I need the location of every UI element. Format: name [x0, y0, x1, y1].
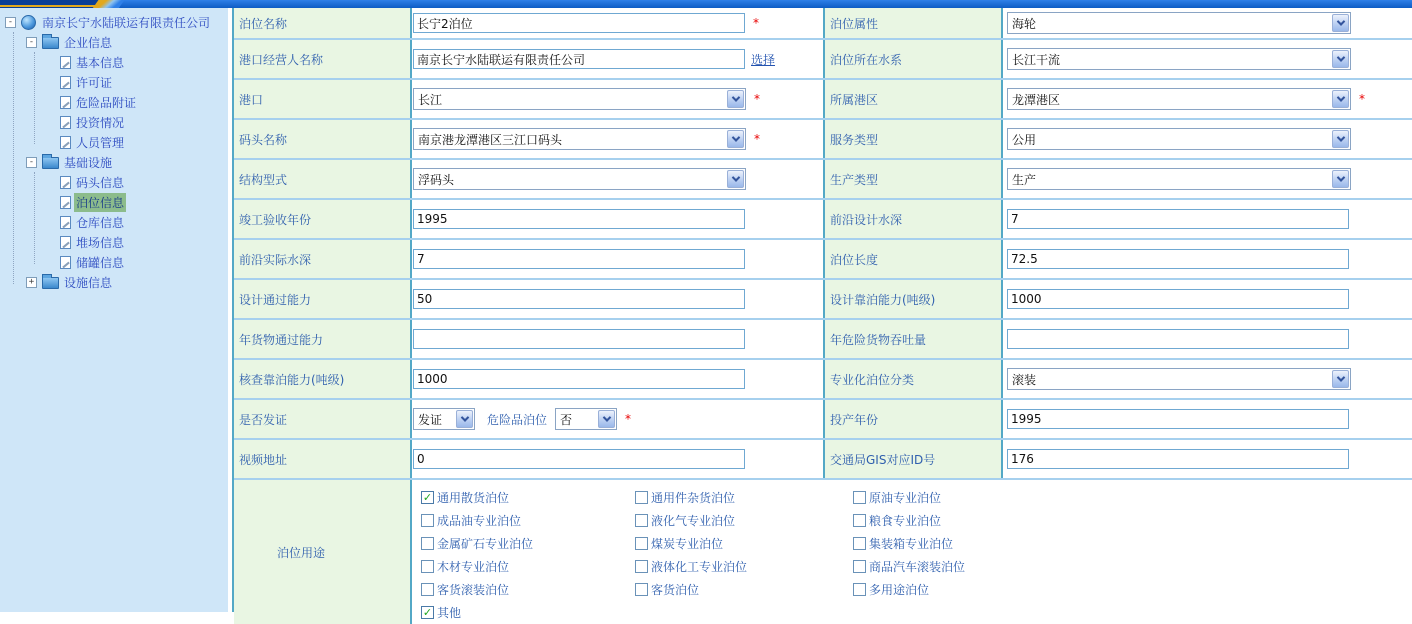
berth-usage-row: [234, 480, 1412, 620]
port-area-select[interactable]: 龙潭港区: [1007, 88, 1351, 110]
collapse-expander-icon[interactable]: -: [26, 157, 37, 168]
checkbox-icon: ✓: [422, 491, 433, 504]
document-icon: [60, 236, 71, 249]
inline-field-label: 危险品泊位: [487, 412, 548, 427]
form-row: [234, 120, 1412, 160]
folder-icon: [42, 37, 59, 49]
chevron-down-icon: [1332, 14, 1349, 32]
sidebar-tree: [0, 8, 228, 612]
actual-depth-input[interactable]: [413, 249, 745, 269]
tree-item-license[interactable]: 许可证: [0, 72, 228, 92]
checkbox-icon: [421, 583, 434, 596]
field-label: 港口经营人名称: [239, 52, 324, 67]
usage-checkbox-crude-oil[interactable]: 原油专业泊位: [853, 489, 1412, 506]
checkbox-icon: [635, 537, 648, 550]
usage-checkbox-metal-ore[interactable]: 金属矿石专业泊位: [421, 535, 635, 552]
water-system-select[interactable]: 长江干流: [1007, 48, 1351, 70]
field-label: 泊位用途: [277, 545, 326, 560]
document-icon: [60, 256, 71, 269]
form-row: [234, 200, 1412, 240]
chevron-down-icon: [727, 170, 744, 188]
production-type-select[interactable]: 生产: [1007, 168, 1351, 190]
required-marker: *: [753, 16, 759, 30]
checkbox-icon: [853, 491, 866, 504]
field-label: 年货物通过能力: [239, 332, 324, 347]
usage-checkbox-coal[interactable]: 煤炭专业泊位: [635, 535, 853, 552]
gis-id-input[interactable]: [1007, 449, 1349, 469]
annual-cargo-capacity-input[interactable]: [413, 329, 745, 349]
berth-name-input[interactable]: [413, 13, 745, 33]
design-capacity-input[interactable]: [413, 289, 745, 309]
berth-usage-options: [412, 480, 1412, 624]
usage-checkbox-liquid-chemical[interactable]: 液体化工专业泊位: [635, 558, 853, 575]
usage-checkbox-container[interactable]: 集装箱专业泊位: [853, 535, 1412, 552]
usage-checkbox-refined-oil[interactable]: 成品油专业泊位: [421, 512, 635, 529]
folder-icon: [42, 277, 59, 289]
form-row: [234, 400, 1412, 440]
collapse-expander-icon[interactable]: -: [5, 17, 16, 28]
license-issued-select[interactable]: 发证: [413, 408, 475, 430]
field-label: 结构型式: [239, 172, 288, 187]
field-label: 泊位名称: [239, 16, 288, 31]
form-row: [234, 280, 1412, 320]
chevron-down-icon: [727, 130, 744, 148]
wharf-name-select[interactable]: 南京港龙潭港区三江口码头: [413, 128, 746, 150]
select-operator-link[interactable]: 选择: [751, 52, 776, 67]
document-icon: [60, 216, 71, 229]
field-label: 泊位长度: [830, 252, 879, 267]
berth-length-input[interactable]: [1007, 249, 1349, 269]
usage-checkbox-general-break-bulk[interactable]: 通用件杂货泊位: [635, 489, 853, 506]
form-row: [234, 440, 1412, 480]
field-label: 港口: [239, 92, 264, 107]
form-row: [234, 240, 1412, 280]
field-label: 核查靠泊能力(吨级): [239, 372, 345, 387]
document-icon: [60, 136, 71, 149]
field-label: 专业化泊位分类: [830, 372, 915, 387]
field-label: 前沿实际水深: [239, 252, 312, 267]
field-label: 年危险货物吞吐量: [830, 332, 927, 347]
tree-item-yard-info[interactable]: 堆场信息: [0, 232, 228, 252]
form-row: [234, 160, 1412, 200]
chevron-down-icon: [727, 90, 744, 108]
required-marker: *: [1359, 92, 1365, 106]
checkbox-icon: [635, 560, 648, 573]
port-select[interactable]: 长江: [413, 88, 746, 110]
usage-checkbox-timber[interactable]: 木材专业泊位: [421, 558, 635, 575]
expand-expander-icon[interactable]: +: [26, 277, 37, 288]
usage-checkbox-multipurpose[interactable]: 多用途泊位: [853, 581, 1412, 598]
checkbox-icon: [635, 514, 648, 527]
completion-year-input[interactable]: [413, 209, 745, 229]
chevron-down-icon: [456, 410, 473, 428]
usage-checkbox-other[interactable]: ✓ 其他: [422, 606, 462, 620]
tree-item-warehouse-info[interactable]: 仓库信息: [0, 212, 228, 232]
globe-icon: [21, 15, 36, 30]
field-label: 是否发证: [239, 412, 288, 427]
checkbox-icon: ✓: [422, 606, 433, 619]
field-label: 竣工验收年份: [239, 212, 312, 227]
tree-item-personnel[interactable]: 人员管理: [0, 132, 228, 152]
specialized-classification-select[interactable]: 滚装: [1007, 368, 1351, 390]
tree-item-wharf-info[interactable]: 码头信息: [0, 172, 228, 192]
chevron-down-icon: [1332, 130, 1349, 148]
document-icon: [60, 56, 71, 69]
field-label: 交通局GIS对应ID号: [830, 452, 936, 467]
usage-checkbox-lpg[interactable]: 液化气专业泊位: [635, 512, 853, 529]
folder-icon: [42, 157, 59, 169]
structure-type-select[interactable]: 浮码头: [413, 168, 746, 190]
tree-item-facility-info[interactable]: + 设施信息: [0, 272, 228, 292]
usage-checkbox-passenger-cargo[interactable]: 客货泊位: [635, 581, 853, 598]
checkbox-icon: [421, 560, 434, 573]
field-label: 所属港区: [830, 92, 879, 107]
chevron-down-icon: [1332, 170, 1349, 188]
usage-checkbox-general-bulk[interactable]: ✓ 通用散货泊位: [422, 491, 510, 505]
required-marker: *: [625, 412, 632, 426]
field-label: 服务类型: [830, 132, 879, 147]
form-row: [234, 360, 1412, 400]
required-marker: *: [754, 92, 760, 106]
berth-info-form: [232, 8, 1412, 620]
video-address-input[interactable]: [413, 449, 745, 469]
banner-swoosh: [93, 0, 125, 8]
chevron-down-icon: [1332, 90, 1349, 108]
tree-item-berth-info[interactable]: 泊位信息: [0, 192, 228, 212]
field-label: 泊位所在水系: [830, 52, 903, 67]
tree-root-company[interactable]: - 南京长宁水陆联运有限责任公司: [0, 12, 228, 32]
checkbox-icon: [853, 560, 866, 573]
annual-dangerous-cargo-input[interactable]: [1007, 329, 1349, 349]
top-banner-strip: [0, 0, 1412, 8]
berth-attribute-select[interactable]: 海轮: [1007, 12, 1351, 34]
field-label: 设计通过能力: [239, 292, 312, 307]
required-marker: *: [754, 132, 760, 146]
chevron-down-icon: [1332, 370, 1349, 388]
tree-item-infrastructure[interactable]: - 基础设施: [0, 152, 228, 172]
usage-checkbox-passenger-roro[interactable]: 客货滚装泊位: [421, 581, 635, 598]
operator-name-input[interactable]: [413, 49, 745, 69]
checkbox-icon: [853, 514, 866, 527]
usage-checkbox-car-roro[interactable]: 商品汽车滚装泊位: [853, 558, 1412, 575]
collapse-expander-icon[interactable]: -: [26, 37, 37, 48]
production-year-input[interactable]: [1007, 409, 1349, 429]
checkbox-icon: [853, 583, 866, 596]
usage-checkbox-grain[interactable]: 粮食专业泊位: [853, 512, 1412, 529]
dangerous-berth-select[interactable]: 否: [555, 408, 617, 430]
tree-item-investment[interactable]: 投资情况: [0, 112, 228, 132]
form-row: [234, 320, 1412, 360]
field-label: 视频地址: [239, 452, 288, 467]
document-icon: [60, 196, 71, 209]
checkbox-icon: [421, 514, 434, 527]
field-label: 生产类型: [830, 172, 879, 187]
document-icon: [60, 116, 71, 129]
checkbox-icon: [853, 537, 866, 550]
field-label: 码头名称: [239, 132, 288, 147]
field-label: 投产年份: [830, 412, 879, 427]
form-row: [234, 40, 1412, 80]
service-type-select[interactable]: 公用: [1007, 128, 1351, 150]
document-icon: [60, 76, 71, 89]
field-label: 设计靠泊能力(吨级): [830, 292, 936, 307]
document-icon: [60, 96, 71, 109]
checkbox-icon: [635, 491, 648, 504]
verified-berthing-capacity-input[interactable]: [413, 369, 745, 389]
chevron-down-icon: [598, 410, 615, 428]
tree-item-basic-info[interactable]: 基本信息: [0, 52, 228, 72]
field-label: 前沿设计水深: [830, 212, 903, 227]
form-row: [234, 80, 1412, 120]
checkbox-icon: [635, 583, 648, 596]
design-depth-input[interactable]: [1007, 209, 1349, 229]
tree-item-enterprise-info[interactable]: - 企业信息: [0, 32, 228, 52]
document-icon: [60, 176, 71, 189]
tree-item-storage-tank-info[interactable]: 储罐信息: [0, 252, 228, 272]
chevron-down-icon: [1332, 50, 1349, 68]
field-label: 泊位属性: [830, 16, 879, 31]
form-row: [234, 8, 1412, 40]
design-berthing-capacity-input[interactable]: [1007, 289, 1349, 309]
checkbox-icon: [421, 537, 434, 550]
tree-item-dangerous-goods-cert[interactable]: 危险品附证: [0, 92, 228, 112]
banner-gold-line: [0, 5, 98, 7]
